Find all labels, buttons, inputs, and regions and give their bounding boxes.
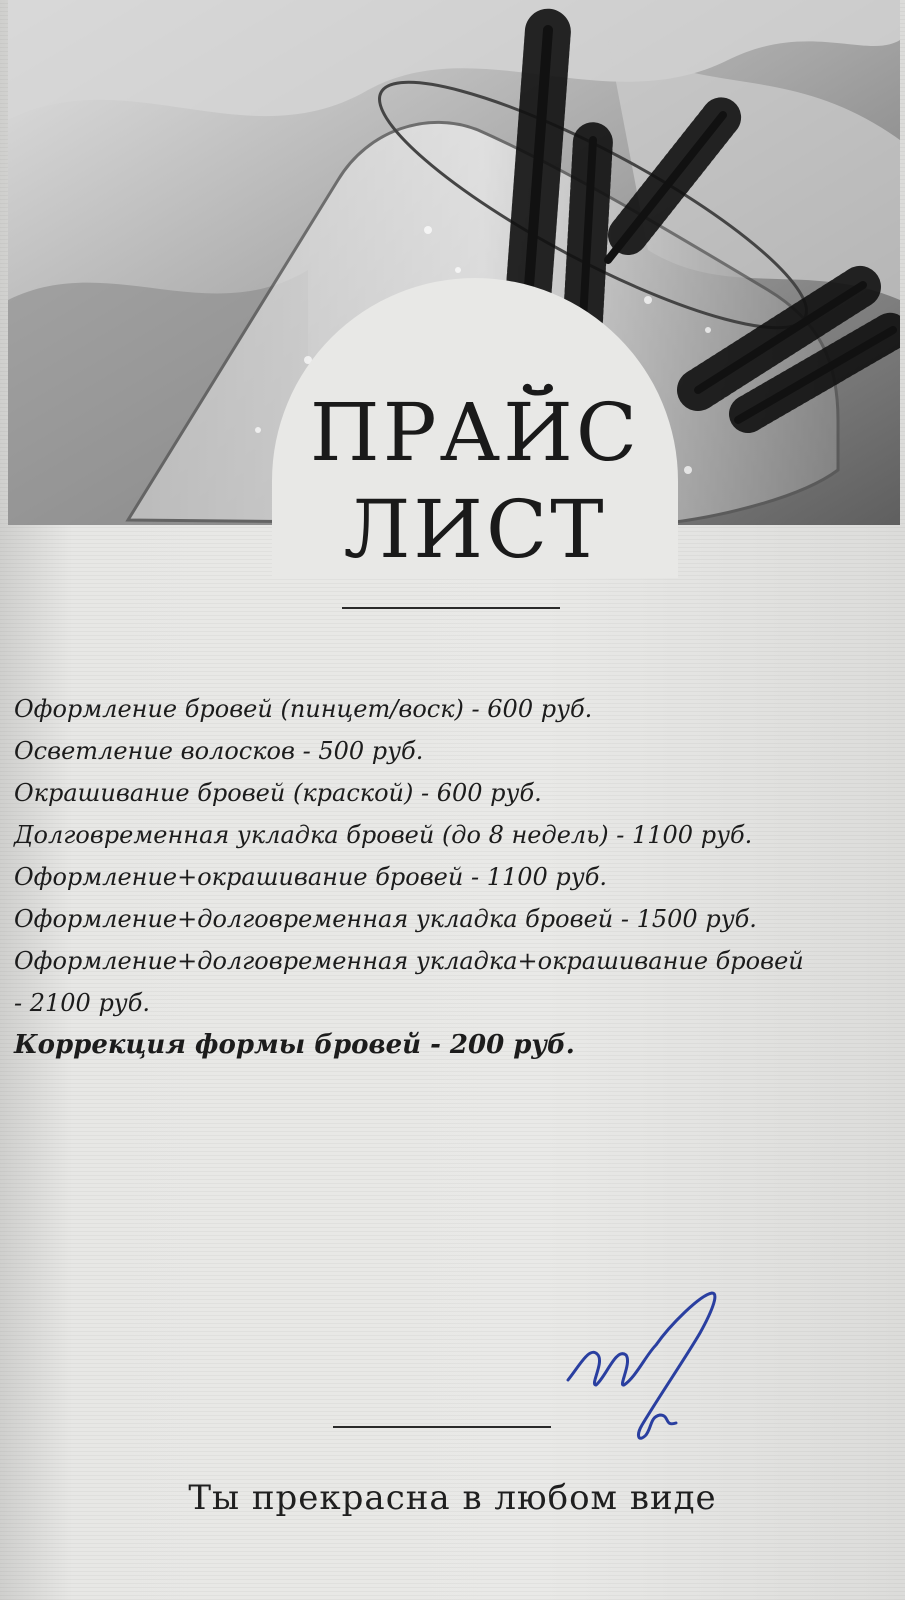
service-item: Оформление+окрашивание бровей - 1100 руб.	[14, 863, 607, 891]
footer-tagline: Ты прекрасна в любом виде	[188, 1478, 717, 1518]
service-item: Коррекция формы бровей - 200 руб.	[14, 1030, 575, 1060]
handwritten-signature	[560, 1285, 740, 1459]
service-item: Оформление+долговременная укладка+окрашивание бровей - 2100 руб.	[14, 947, 804, 1017]
signature-line	[333, 1426, 551, 1428]
service-item: Окрашивание бровей (краской) - 600 руб.	[14, 779, 542, 807]
service-item: Оформление бровей (пинцет/воск) - 600 руб.	[14, 695, 593, 723]
service-item: Долговременная укладка бровей (до 8 недель) - 1100 руб.	[14, 821, 753, 849]
title-divider	[342, 607, 560, 609]
service-item: Осветление волосков - 500 руб.	[14, 737, 424, 765]
page-title-line2: ЛИСТ	[343, 483, 607, 576]
services-list	[14, 688, 894, 1066]
page-title-line1: ПРАЙС	[309, 386, 641, 479]
service-item: Оформление+долговременная укладка бровей - 1500 руб.	[14, 905, 757, 933]
